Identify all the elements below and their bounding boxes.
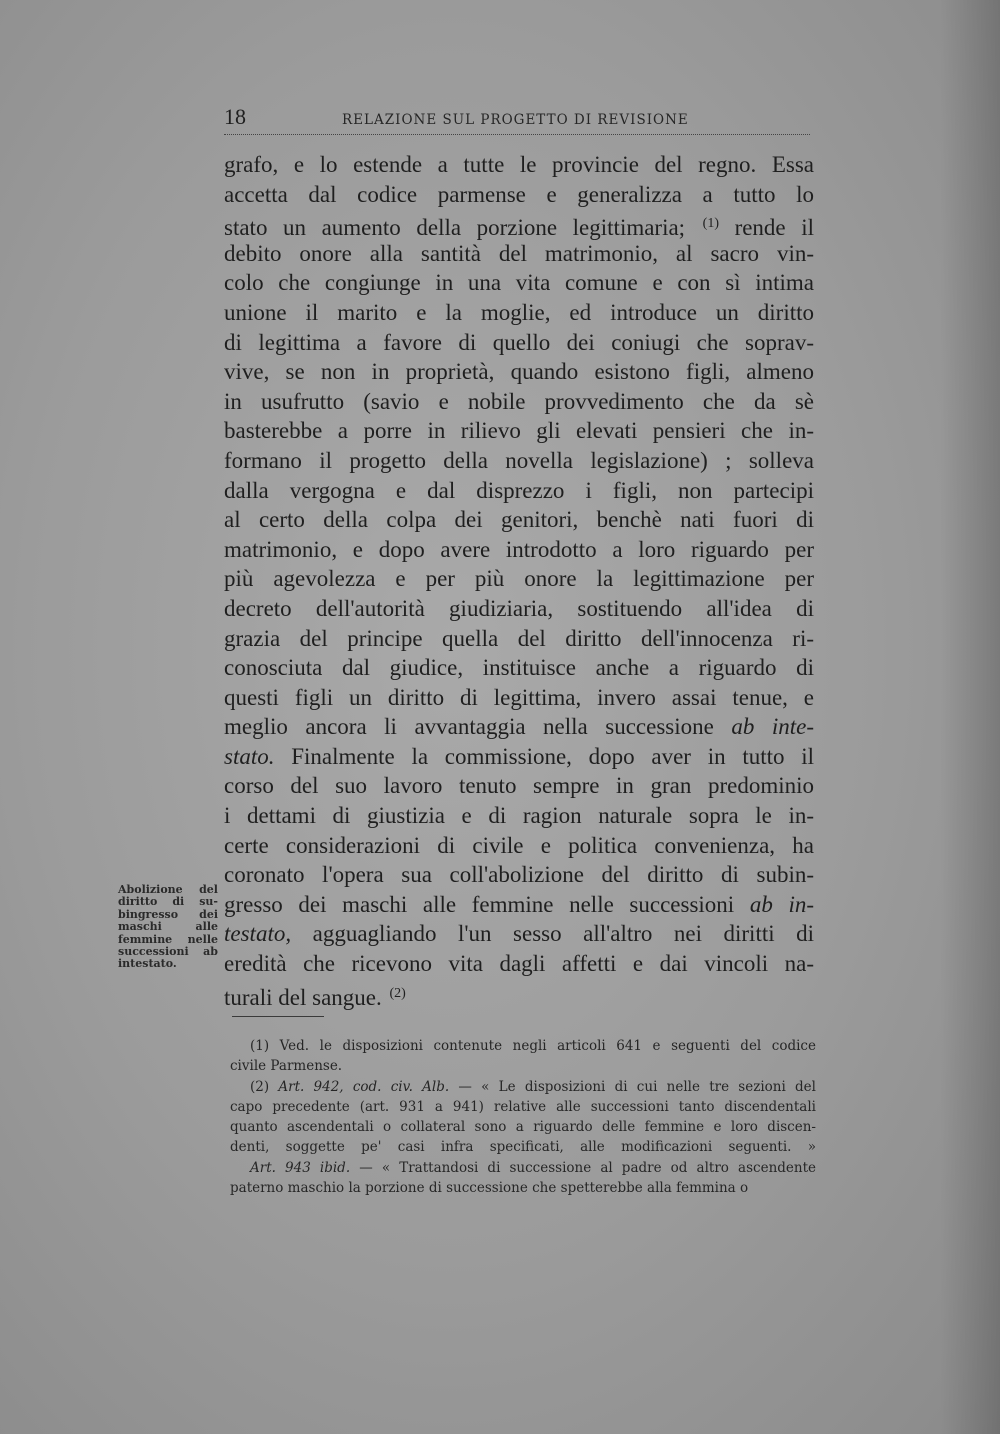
italic-term: ab inte- xyxy=(731,714,814,740)
footnote-text: — « Trattandosi di successione al padre od altro ascendente xyxy=(359,1159,816,1176)
body-line-text: rende il xyxy=(734,215,814,241)
body-line: in usufrutto (savio e nobile provvedimento che da sè xyxy=(224,388,814,414)
body-line-text: meglio ancora li avvantaggia nella successione xyxy=(224,714,714,740)
margin-note-line: intestato. xyxy=(118,957,177,971)
body-line: certe considerazioni di civile e politica convenienza, ha xyxy=(224,832,814,858)
body-line-text: turali del sangue. xyxy=(224,984,382,1010)
footnotes xyxy=(230,1036,816,1198)
footnote-citation: Art. 942, cod. civ. Alb. xyxy=(278,1078,450,1095)
body-line-text: gresso dei maschi alle femmine nelle successioni xyxy=(224,891,735,917)
footnote-label: (2) xyxy=(250,1078,270,1095)
footnote-line: (1) Ved. le disposizioni contenute negli articoli 641 e seguenti del codice xyxy=(250,1038,816,1054)
body-line: colo che congiunge in una vita comune e con sì intima xyxy=(224,270,814,296)
body-line: conosciuta dal giudice, instituisce anche a riguardo di xyxy=(224,655,814,681)
body-line: matrimonio, e dopo avere introdotto a loro riguardo per xyxy=(224,536,814,562)
italic-term: testato, xyxy=(224,921,292,947)
body-line: basterebbe a porre in rilievo gli elevati pensieri che in- xyxy=(224,418,814,444)
body-line: decreto dell'autorità giudiziaria, sostituendo all'idea di xyxy=(224,595,814,621)
body-line: vive, se non in proprietà, quando esistono figli, almeno xyxy=(224,359,814,385)
margin-note-line: diritto di su- xyxy=(118,895,218,909)
margin-note-line: successioni ab xyxy=(118,945,218,959)
body-line: al certo della colpa dei genitori, benchè nati fuori di xyxy=(224,507,814,533)
footnote-line xyxy=(230,1158,816,1178)
footnote-line: paterno maschio la porzione di successione che spetterebbe alla femmina o xyxy=(230,1180,749,1197)
footnote-line: civile Parmense. xyxy=(230,1058,343,1075)
italic-term: ab in- xyxy=(749,891,815,917)
body-line: eredità che ricevono vita dagli affetti e dai vincoli na- xyxy=(224,951,814,977)
margin-note-line: bingresso dei xyxy=(118,907,218,921)
body-line: questi figli un diritto di legittima, invero assai tenue, e xyxy=(224,684,814,710)
body-line xyxy=(224,979,814,1009)
footnote-line: capo precedente (art. 931 a 941) relative alle successioni tanto discendentali xyxy=(230,1098,816,1115)
body-line-text: agguagliando l'un sesso all'altro nei diritti di xyxy=(312,921,815,947)
body-line xyxy=(224,890,814,920)
margin-note-line: femmine nelle xyxy=(118,932,218,946)
footnote-line: denti, soggette pe' casi infra specificati, alle modificazioni seguenti. » xyxy=(230,1139,816,1156)
page-header xyxy=(224,104,810,135)
body-line: formano il progetto della novella legislazione) ; solleva xyxy=(224,447,814,473)
footnote-line: quanto ascendentali o collateral sono a riguardo delle femmine e loro discen- xyxy=(230,1119,816,1136)
body-line xyxy=(224,919,814,949)
body-line-text: stato un aumento della porzione legittimaria; xyxy=(224,215,686,241)
running-head: RELAZIONE SUL PROGETTO DI REVISIONE xyxy=(342,112,689,128)
italic-term: stato. xyxy=(224,743,275,769)
body-line: i dettami di giustizia e di ragion naturale sopra le in- xyxy=(224,803,814,829)
footnote-citation: Art. 943 ibid. xyxy=(250,1159,351,1176)
body-line-text: Finalmente la commissione, dopo aver in tutto il xyxy=(291,743,815,769)
page-number: 18 xyxy=(224,104,246,129)
footnote-divider xyxy=(232,1016,324,1017)
body-line xyxy=(224,712,814,742)
body-line: unione il marito e la moglie, ed introduce un diritto xyxy=(224,299,814,325)
body-line: di legittima a favore di quello dei coniugi che soprav- xyxy=(224,329,814,355)
footnote-ref-1: (1) xyxy=(702,216,719,232)
body-line: più agevolezza e per più onore la legittimazione per xyxy=(224,566,814,592)
margin-note-line: maschi alle xyxy=(118,920,218,934)
body-line: debito onore alla santità del matrimonio, al sacro vin- xyxy=(224,240,814,266)
margin-note xyxy=(118,884,218,971)
footnote-text: — « Le disposizioni di cui nelle tre sezioni del xyxy=(458,1078,816,1095)
body-line: grazia del principe quella del diritto dell'innocenza ri- xyxy=(224,625,814,651)
footnote-line xyxy=(230,1077,816,1097)
margin-note-line: Abolizione del xyxy=(118,883,218,896)
body-line: corso del suo lavoro tenuto sempre in gran predominio xyxy=(224,773,814,799)
body-line: coronato l'opera sua coll'abolizione del diritto di subin- xyxy=(224,862,814,888)
body-line: accetta dal codice parmense e generalizza a tutto lo xyxy=(224,181,814,207)
body-line xyxy=(224,742,814,772)
body-text xyxy=(224,150,814,1008)
body-line: grafo, e lo estende a tutte le provincie del regno. Essa xyxy=(224,152,814,177)
body-line xyxy=(224,209,814,239)
footnote-ref-2: (2) xyxy=(389,985,406,1001)
body-line: dalla vergogna e dal disprezzo i figli, non partecipi xyxy=(224,477,814,503)
